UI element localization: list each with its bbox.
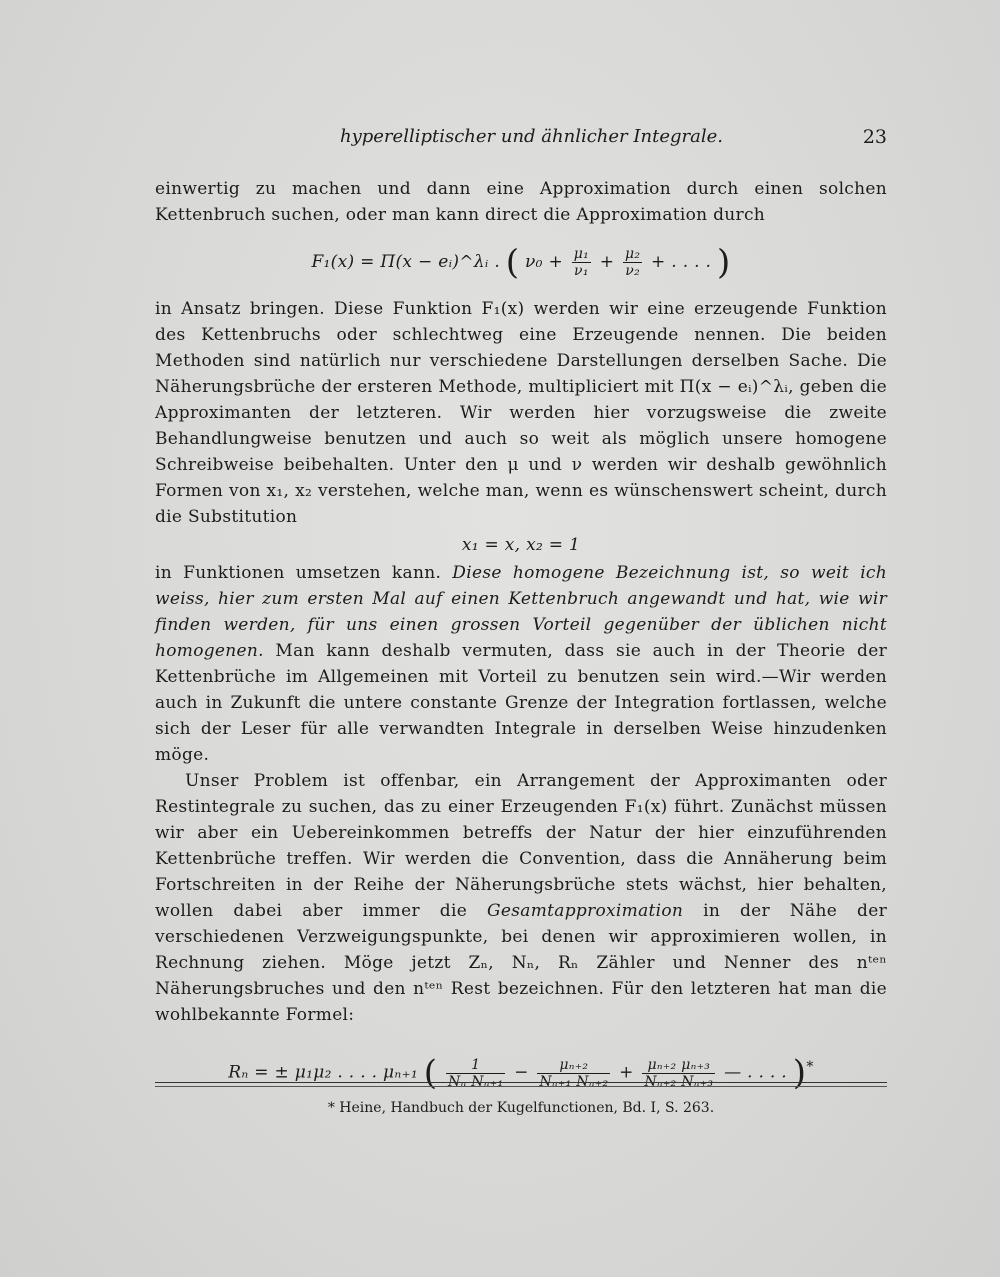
paragraph-1: einwertig zu machen und dann eine Approximation durch einen solchen Kettenbruch suchen, oder man kann direct die Approximation durch xyxy=(155,179,887,225)
paragraph-4 xyxy=(155,768,887,1028)
para3-end: Man kann deshalb vermuten, dass sie auch in der Theorie der Kettenbrüche im Allgemeinen mit Vorteil zu benutzen sein wird.—Wir werden auch in Zukunft die untere constante Grenze der Integration fortlassen, welche sich der Leser für alle verwandten Integrale in derselben Weise hinzudenken möge. xyxy=(155,641,887,765)
footnote-rule-2 xyxy=(155,1086,887,1087)
eq3-plus: + xyxy=(619,1062,640,1083)
eq3-t3-num: μₙ₊₂ μₙ₊₃ xyxy=(642,1057,715,1074)
footnote-marker: * xyxy=(806,1059,814,1075)
eq3-t1-num: 1 xyxy=(446,1057,505,1074)
eq3-term-2 xyxy=(537,1057,610,1090)
eq3-lhs: Rₙ = ± μ₁μ₂ . . . . μₙ₊₁ xyxy=(228,1062,418,1083)
para4-italic: Gesamtapproximation xyxy=(487,901,684,921)
equation-substitution: x₁ = x, x₂ = 1 xyxy=(461,535,581,555)
eq1-plus: + xyxy=(599,252,621,272)
eq3-t1-den: Nₙ Nₙ₊₁ xyxy=(447,1073,504,1090)
eq3-tail: — . . . . xyxy=(724,1062,788,1083)
eq3-t2-den: Nₙ₊₁ Nₙ₊₂ xyxy=(539,1073,609,1090)
eq1-v0: ν₀ + xyxy=(525,252,569,272)
eq1-close-paren: ) xyxy=(716,242,731,283)
footnote: * Heine, Handbuch der Kugelfunctionen, Bd. I, S. 263. xyxy=(327,1100,715,1116)
para3-start: in Funktionen umsetzen kann. xyxy=(155,563,453,583)
running-title: hyperelliptischer und ähnlicher Integrale. xyxy=(340,126,723,147)
eq1-f1-num: μ₁ xyxy=(573,246,590,262)
para4-b: in der Nähe der verschiedenen Verzweigungspunkte, bei denen wir approximieren wollen, in Rechnung ziehen. Möge jetzt Zₙ, Nₙ, Rₙ Zähler und Nenner des nᵗᵉⁿ Näherungsbruches und den nᵗᵉⁿ Rest bezeichnen. Für den letzteren hat man die wohlbekannte Formel: xyxy=(155,901,887,1025)
para3-italic: Diese homogene Bezeichnung ist, so weit ich weiss, hier zum ersten Mal auf einen Kettenbruch angewandt und hat, wie wir finden werden, für uns einen grossen Vorteil gegenüber der üblichen nicht homogenen. xyxy=(155,563,887,661)
footnote-rule xyxy=(155,1082,887,1083)
eq1-open-paren: ( xyxy=(505,242,520,283)
page-number: 23 xyxy=(862,126,887,148)
equation-generating-function xyxy=(155,240,887,284)
eq3-t2-num: μₙ₊₂ xyxy=(537,1057,610,1074)
eq1-lhs: F₁(x) = Π(x − eᵢ)^λᵢ . xyxy=(311,252,506,272)
paragraph-2: in Ansatz bringen. Diese Funktion F₁(x) werden wir eine erzeugende Funktion des Kettenbruchs oder schlechtweg eine Erzeugende nennen. Die beiden Methoden sind natürlich nur verschiedene Darstellungen derselben Sache. Die Näherungsbrüche der ersteren Methode, multipliciert mit Π(x − eᵢ)^λᵢ, geben die Approximanten der letzteren. Wir werden hier vorzugsweise die zweite Behandlungweise benutzen und auch so weit als möglich unsere homogene Schreibweise beibehalten. Unter den μ und ν werden wir deshalb gewöhnlich Formen von x₁, x₂ verstehen, welche man, wenn es wünschenswert scheint, durch die Substitution xyxy=(155,299,887,527)
eq3-close-paren: ) xyxy=(792,1053,807,1094)
eq1-tail: + . . . . xyxy=(651,252,712,272)
eq1-fraction-1 xyxy=(572,246,591,279)
eq1-fraction-2 xyxy=(623,246,642,279)
eq1-f2-num: μ₂ xyxy=(625,246,641,262)
eq3-minus: − xyxy=(514,1062,535,1083)
eq3-term-3 xyxy=(642,1057,715,1090)
eq1-f2-den: ν₂ xyxy=(625,263,641,279)
eq3-t3-den: Nₙ₊₂ Nₙ₊₃ xyxy=(644,1073,714,1090)
page-header xyxy=(155,126,887,156)
body-text xyxy=(155,176,887,1104)
eq3-term-1 xyxy=(446,1057,505,1090)
equation-remainder xyxy=(155,1042,887,1092)
para4-a: Unser Problem ist offenbar, ein Arrangement der Approximanten oder Restintegrale zu suchen, das zu einer Erzeugenden F₁(x) führt. Zunächst müssen wir aber ein Uebereinkommen betreffs der Natur der hier einzuführenden Kettenbrüche treffen. Wir werden die Convention, dass die Annäherung beim Fortschreiten in der Reihe der Näherungsbrüche stets wächst, hier behalten, wollen dabei aber immer die xyxy=(155,771,887,921)
eq3-open-paren: ( xyxy=(423,1053,438,1094)
paragraph-3 xyxy=(155,560,887,768)
eq1-f1-den: ν₁ xyxy=(574,263,589,279)
